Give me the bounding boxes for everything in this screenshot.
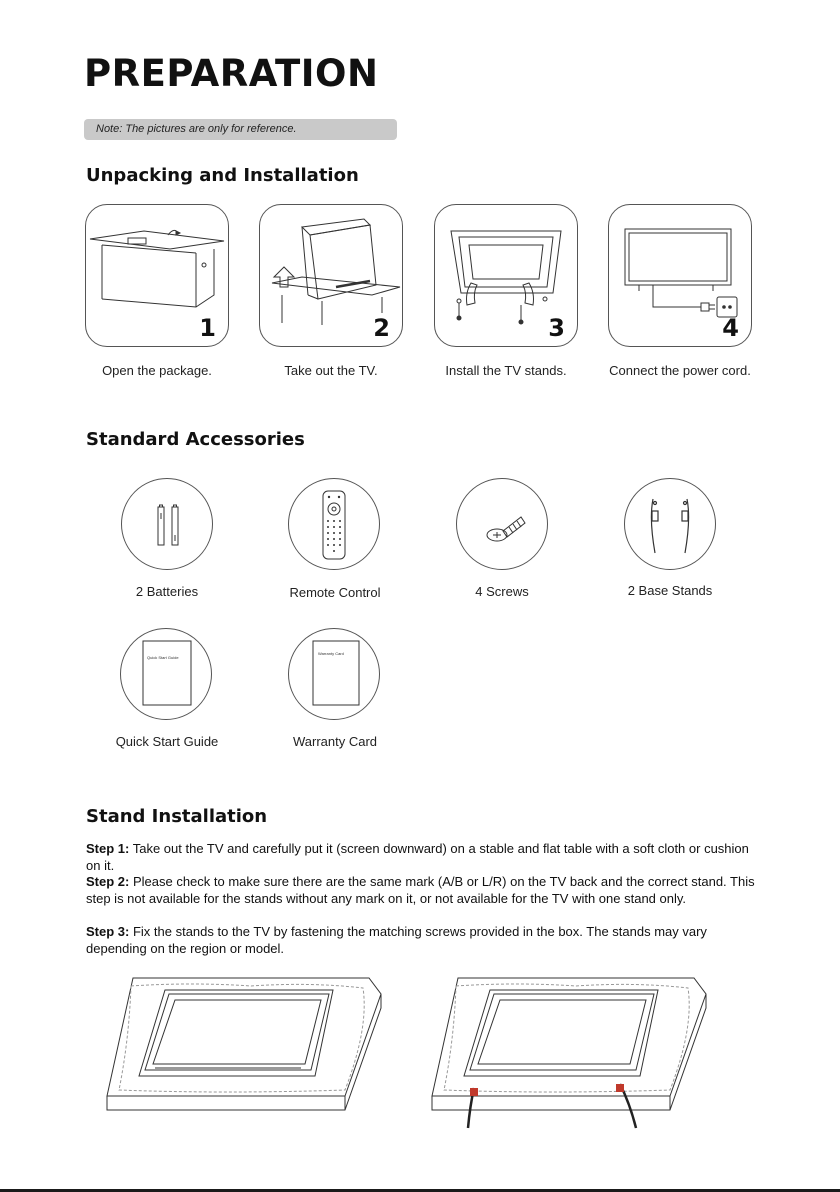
warranty-cover-text: Warranty Card [318,651,344,656]
base-stands-illustration [624,478,716,570]
stand-step-3 [86,923,766,957]
guide-booklet-icon [121,629,213,721]
tv-with-stands-illustration [420,972,710,1132]
warranty-booklet-icon [289,629,381,721]
step-3-number: 3 [548,314,565,342]
screws-label: 4 Screws [475,584,529,599]
accessories-heading: Standard Accessories [86,429,305,450]
reference-note: Note: The pictures are only for reference. [84,119,397,140]
step-2-text: Please check to make sure there are the same mark (A/B or L/R) on the TV back and the correct stand. This step is not available for the stands without any mark on it, or not available for the TV with one stand only. [86,874,755,906]
step-3-text: Fix the stands to the TV by fastening the matching screws provided in the box. The stands may vary depending on the region or model. [86,924,707,956]
quick-start-guide-label: Quick Start Guide [115,734,219,749]
step-4-number: 4 [722,314,739,342]
batteries-illustration [121,478,213,570]
step-1-caption: Open the package. [102,363,212,378]
step-3-label: Step 3: [86,924,130,939]
battery-icon [122,479,214,571]
step-2-illustration [259,204,403,347]
screws-illustration [456,478,548,570]
step-2-caption: Take out the TV. [284,363,378,378]
step-1-number: 1 [199,314,216,342]
step-2-label: Step 2: [86,874,130,889]
remote-illustration [288,478,380,570]
step-2-number: 2 [373,314,390,342]
step-4-illustration [608,204,752,347]
step-4-caption: Connect the power cord. [609,363,751,378]
step-1-illustration [85,204,229,347]
base-stand-icon [625,479,717,571]
step-3-caption: Install the TV stands. [445,363,567,378]
unpacking-heading: Unpacking and Installation [86,165,359,186]
step-1-text: Take out the TV and carefully put it (screen downward) on a stable and flat table with a soft cloth or cushion on it. [86,841,749,873]
screw-icon [457,479,549,571]
tv-on-table-illustration [95,972,385,1112]
remote-label: Remote Control [289,585,381,600]
quick-start-guide-illustration [120,628,212,720]
warranty-card-label: Warranty Card [292,734,378,749]
step-3-illustration [434,204,578,347]
base-stands-label: 2 Base Stands [627,583,713,598]
warranty-card-illustration [288,628,380,720]
guide-cover-text: Quick Start Guide [147,655,179,660]
stand-installation-heading: Stand Installation [86,806,268,827]
stand-step-2 [86,873,766,907]
page-title: PREPARATION [84,52,379,95]
remote-control-icon [289,479,381,571]
step-1-label: Step 1: [86,841,130,856]
batteries-label: 2 Batteries [135,584,199,599]
stand-step-1 [86,840,766,874]
